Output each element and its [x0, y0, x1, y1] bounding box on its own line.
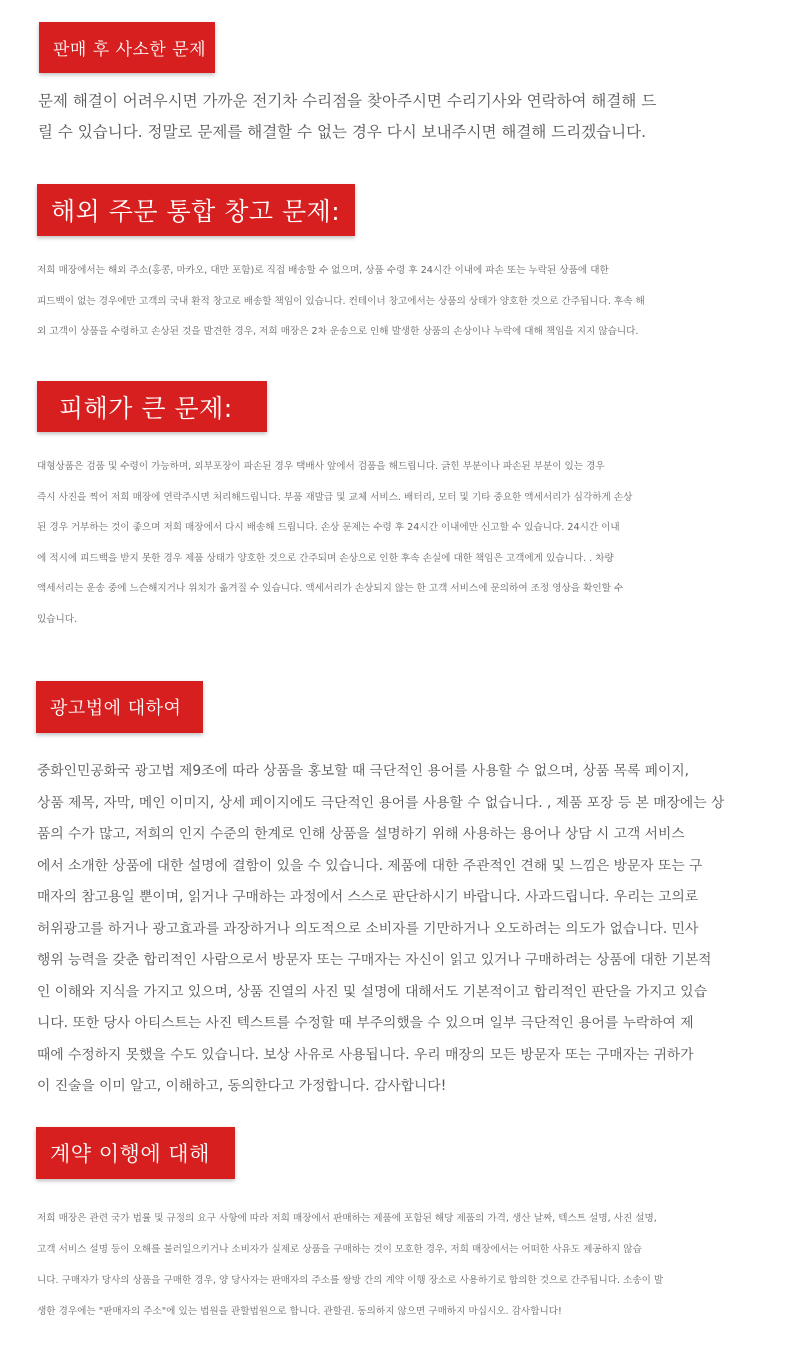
paragraph-line: 즉시 사진을 찍어 저희 매장에 연락주시면 처리해드립니다. 부품 재발급 및 교체 서비스. 배터리, 모터 및 기타 중요한 액세서리가 심각하게 손상 — [37, 491, 633, 503]
paragraph-line: 고객 서비스 설명 등이 오해를 불러일으키거나 소비자가 실제로 상품을 구매하는 것이 모호한 경우, 저희 매장에서는 어떠한 사유도 제공하지 않습 — [37, 1244, 642, 1255]
section-heading-advertising-law: 광고법에 대하여 — [36, 681, 203, 733]
paragraph-line: 행위 능력을 갖춘 합리적인 사람으로서 방문자 또는 구매자는 자신이 읽고 있거나 구매하려는 상품에 대한 기본적 — [37, 952, 712, 968]
paragraph-line: 저희 매장에서는 해외 주소(홍콩, 마카오, 대만 포함)로 직접 배송할 수 없으며, 상품 수령 후 24시간 이내에 파손 또는 누락된 상품에 대한 — [37, 265, 609, 276]
section-body-contract-performance — [37, 1203, 663, 1327]
paragraph-line: 중화인민공화국 광고법 제9조에 따라 상품을 홍보할 때 극단적인 용어를 사용할 수 없으며, 상품 목록 페이지, — [37, 763, 690, 779]
section-body-damage-issues — [37, 452, 632, 635]
section-heading-overseas-orders: 해외 주문 통합 창고 문제: — [37, 184, 355, 236]
paragraph-line: 대형상품은 검품 및 수령이 가능하며, 외부포장이 파손된 경우 택배사 앞에서 검품을 해드립니다. 긁힌 부분이나 파손된 부분이 있는 경우 — [37, 461, 605, 472]
paragraph-line: 된 경우 거부하는 것이 좋으며 저희 매장에서 다시 배송해 드립니다. 손상 문제는 수령 후 24시간 이내에만 신고할 수 있습니다. 24시간 이내 — [37, 522, 620, 533]
paragraph-line: 에서 소개한 상품에 대한 설명에 결함이 있을 수 있습니다. 제품에 대한 주관적인 견해 및 느낌은 방문자 또는 구 — [37, 857, 703, 874]
paragraph-line: 피드백이 없는 경우에만 고객의 국내 환적 창고로 배송할 책임이 있습니다. 컨테이너 창고에서는 상품의 상태가 양호한 것으로 간주됩니다. 후속 해 — [37, 295, 645, 307]
paragraph-line: 니다. 구매자가 당사의 상품을 구매한 경우, 양 당사자는 판매자의 주소를 쌍방 간의 계약 이행 장소로 사용하기로 합의한 것으로 간주됩니다. 소송이 발 — [37, 1275, 664, 1286]
paragraph-line: 품의 수가 많고, 저희의 인지 수준의 한계로 인해 상품을 설명하기 위해 사용하는 용어나 상담 시 고객 서비스 — [37, 826, 685, 842]
paragraph-line: 상품 제목, 자막, 메인 이미지, 상세 페이지에도 극단적인 용어를 사용할 수 없습니다. , 제품 포장 등 본 매장에는 상 — [37, 794, 725, 811]
paragraph-line: 에 적시에 피드백을 받지 못한 경우 제품 상태가 양호한 것으로 간주되며 손상으로 인한 후속 손실에 대한 책임은 고객에게 있습니다. . 차량 — [37, 552, 614, 564]
section-heading-contract-performance: 계약 이행에 대해 — [36, 1127, 235, 1179]
section-heading-after-sales: 판매 후 사소한 문제 — [39, 22, 215, 73]
section-heading-damage-issues: 피해가 큰 문제: — [37, 381, 267, 432]
section-body-advertising-law — [37, 756, 724, 1103]
paragraph-line: 때에 수정하지 못했을 수도 있습니다. 보상 사유로 사용됩니다. 우리 매장의 모든 방문자 또는 구매자는 귀하가 — [37, 1046, 694, 1063]
paragraph-line: 이 진술을 이미 알고, 이해하고, 동의한다고 가정합니다. 감사합니다! — [37, 1078, 447, 1094]
paragraph-line: 외 고객이 상품을 수령하고 손상된 것을 발견한 경우, 저희 매장은 2차 운송으로 인해 발생한 상품의 손상이나 누락에 대해 책임을 지지 않습니다. — [37, 326, 639, 337]
paragraph-line: 저희 매장은 관련 국가 법률 및 규정의 요구 사항에 따라 저희 매장에서 판매하는 제품에 포함된 해당 제품의 가격, 생산 날짜, 텍스트 설명, 사진 설명, — [37, 1213, 657, 1224]
paragraph-line: 허위광고를 하거나 광고효과를 과장하거나 의도적으로 소비자를 기만하거나 오도하려는 의도가 없습니다. 민사 — [37, 920, 699, 937]
section-body-after-sales — [38, 86, 656, 148]
paragraph-line: 매자의 참고용일 뿐이며, 읽거나 구매하는 과정에서 스스로 판단하시기 바랍니다. 사과드립니다. 우리는 고의로 — [37, 889, 699, 905]
paragraph-line: 액세서리는 운송 중에 느슨해지거나 위치가 옮겨질 수 있습니다. 액세서리가 손상되지 않는 한 고객 서비스에 문의하여 조정 영상을 확인할 수 — [37, 583, 624, 594]
paragraph-line: 문제 해결이 어려우시면 가까운 전기차 수리점을 찾아주시면 수리기사와 연락하여 해결해 드 — [38, 92, 657, 110]
paragraph-line: 릴 수 있습니다. 정말로 문제를 해결할 수 없는 경우 다시 보내주시면 해결해 드리겠습니다. — [38, 123, 647, 141]
paragraph-line: 인 이해와 지식을 가지고 있으며, 상품 진열의 사진 및 설명에 대해서도 기본적이고 합리적인 판단을 가지고 있습 — [37, 983, 707, 1000]
paragraph-line: 생한 경우에는 "판매자의 주소"에 있는 법원을 관할법원으로 합니다. 관할권. 동의하지 않으면 구매하지 마십시오. 감사합니다! — [37, 1306, 562, 1317]
section-body-overseas-orders — [37, 256, 645, 348]
paragraph-line: 있습니다. — [37, 613, 78, 625]
paragraph-line: 니다. 또한 당사 아티스트는 사진 텍스트를 수정할 때 부주의했을 수 있으며 일부 극단적인 용어를 누락하여 제 — [37, 1015, 694, 1031]
